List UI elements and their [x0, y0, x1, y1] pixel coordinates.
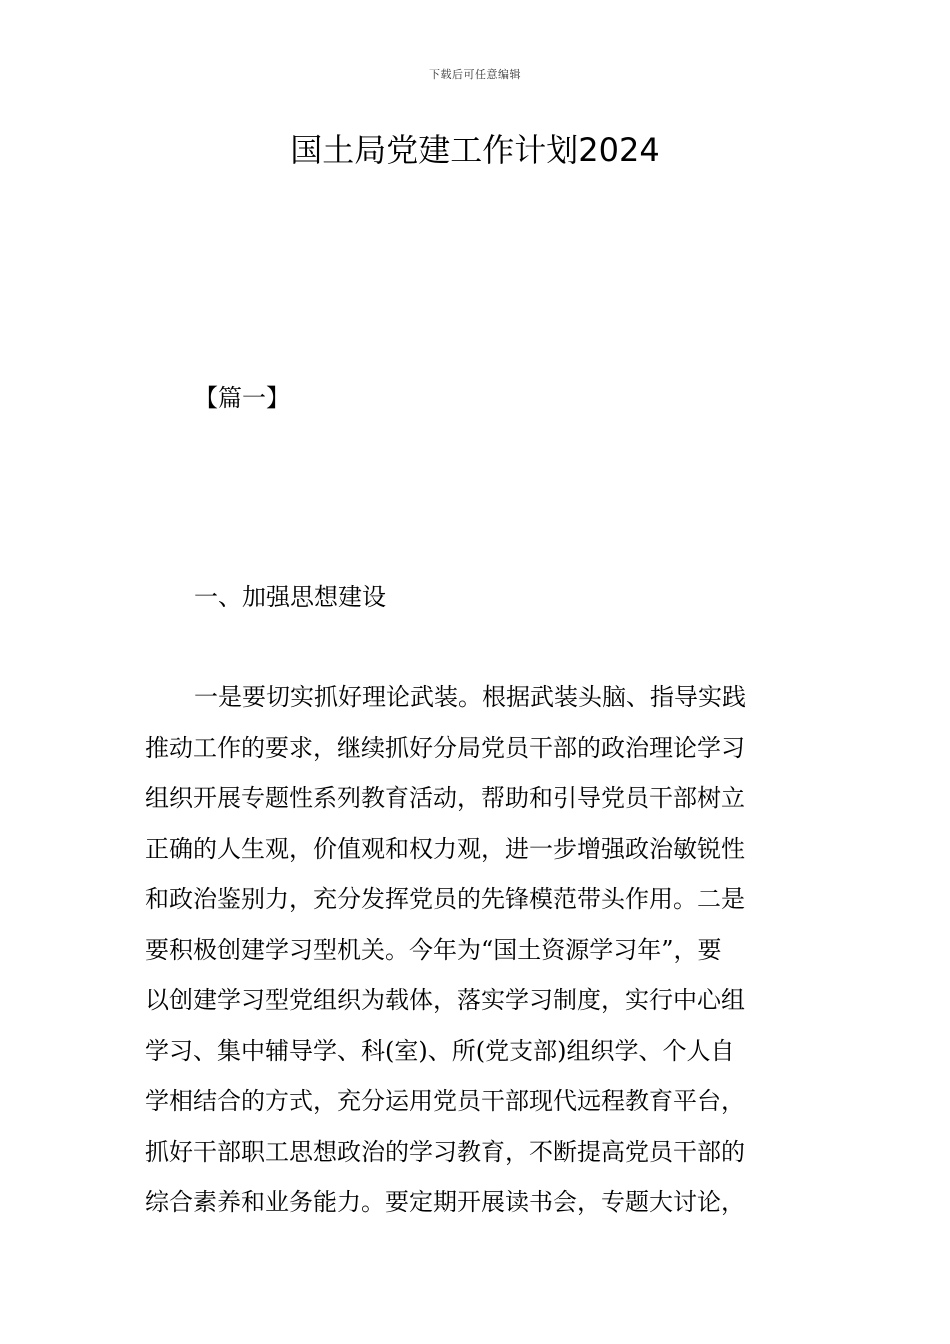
- body-line: 要积极创建学习型机关。今年为“国土资源学习年”，要: [145, 935, 722, 964]
- section-label: 【篇一】: [194, 384, 290, 412]
- body-line: 抓好干部职工思想政治的学习教育，不断提高党员干部的: [145, 1137, 745, 1166]
- document-title: 国土局党建工作计划2024: [290, 131, 660, 169]
- body-line: 组织开展专题性系列教育活动，帮助和引导党员干部树立: [145, 784, 745, 812]
- body-line: 以创建学习型党组织为载体，落实学习制度，实行中心组: [145, 986, 745, 1014]
- body-line: 和政治鉴别力，充分发挥党员的先锋模范带头作用。二是: [145, 885, 745, 913]
- body-line: 推动工作的要求，继续抓好分局党员干部的政治理论学习: [145, 733, 745, 762]
- header-note: 下载后可任意编辑: [429, 68, 521, 81]
- section-heading: 一、加强思想建设: [194, 583, 386, 611]
- body-line: 学相结合的方式，充分运用党员干部现代远程教育平台，: [145, 1087, 745, 1115]
- body-line: 一是要切实抓好理论武装。根据武装头脑、指导实践: [194, 683, 746, 711]
- body-line: 学习、集中辅导学、科(室)、所(党支部)组织学、个人自: [145, 1036, 735, 1065]
- body-paragraph: [145, 677, 825, 1233]
- body-line: 综合素养和业务能力。要定期开展读书会，专题大讨论，: [145, 1188, 745, 1216]
- body-line: 正确的人生观，价值观和权力观，进一步增强政治敏锐性: [145, 834, 745, 863]
